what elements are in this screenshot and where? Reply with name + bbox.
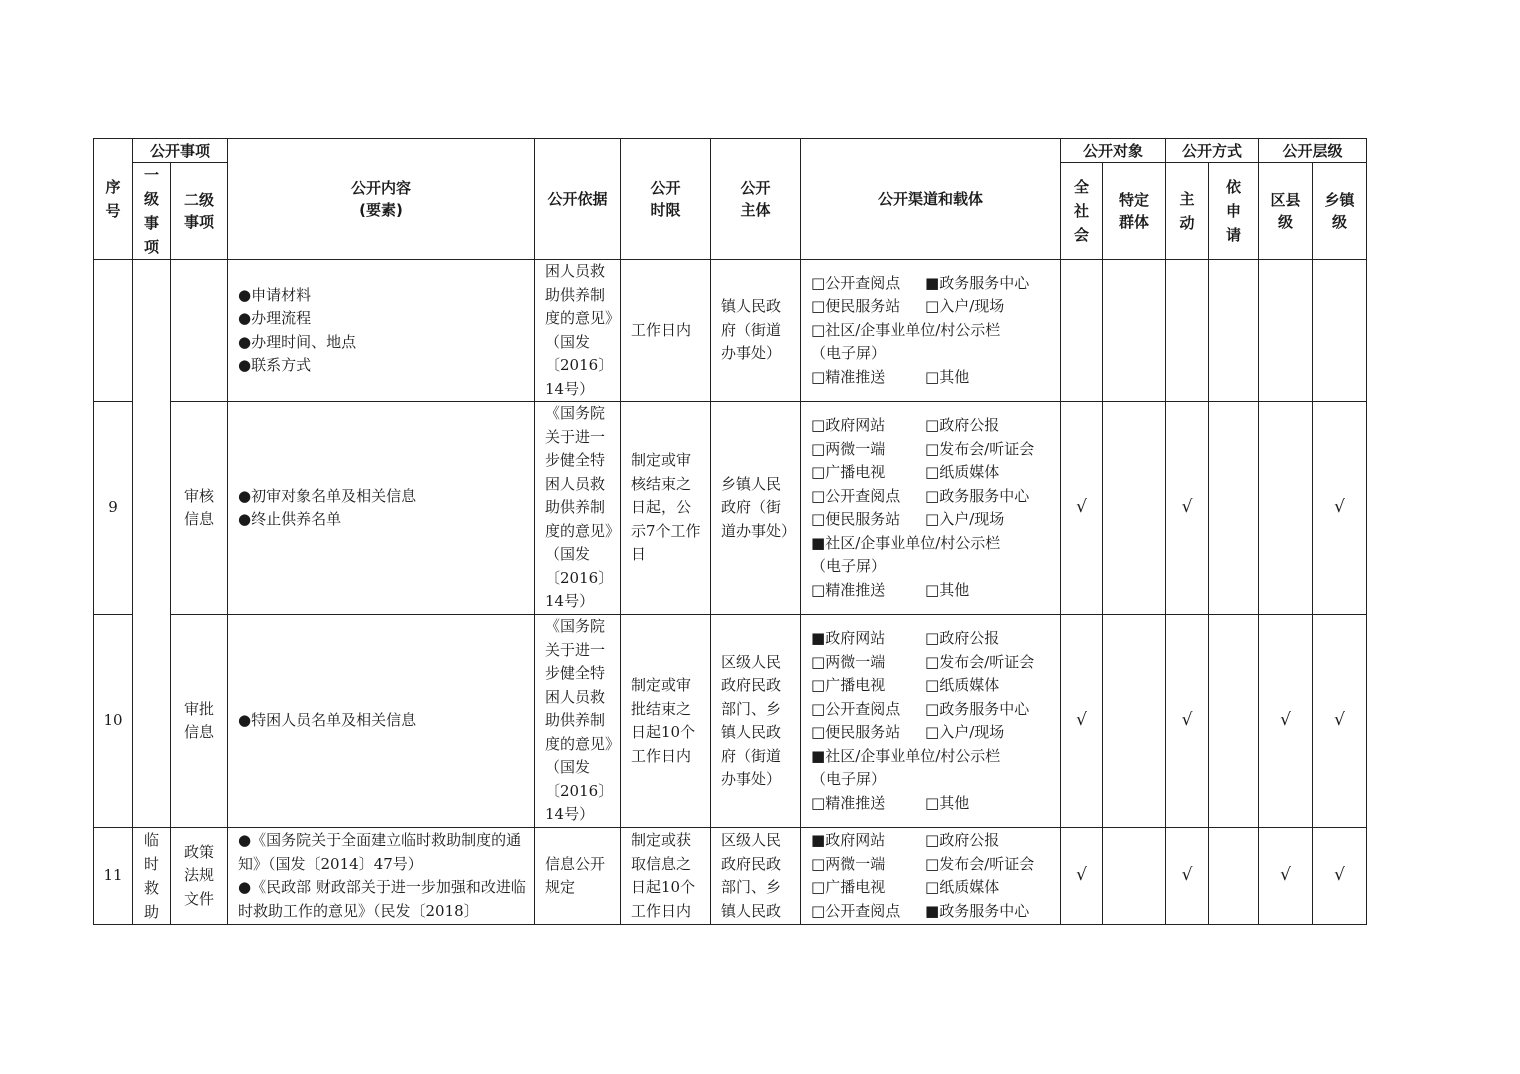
mode-apply-cell — [1209, 615, 1259, 828]
header-mode-active: 主动 — [1166, 163, 1209, 260]
channel-line: □两微一端 □发布会/听证会 — [811, 439, 1035, 458]
seq-cell — [94, 260, 133, 402]
channel-line: □公开查阅点 □政务服务中心 — [811, 486, 1030, 505]
seq-cell: 9 — [94, 402, 133, 615]
header-level2: 二级事项 — [171, 163, 228, 260]
table-row — [94, 402, 1367, 615]
header-mode-group: 公开方式 — [1166, 139, 1259, 163]
channel-line: ■社区/企事业单位/村公示栏 — [811, 746, 1001, 765]
header-seq: 序号 — [94, 139, 133, 260]
mode-apply-cell — [1209, 828, 1259, 925]
level-town-cell: √ — [1313, 402, 1367, 615]
content-cell — [228, 402, 535, 615]
disclosure-table — [93, 138, 1367, 925]
level-town-cell — [1313, 260, 1367, 402]
target-all-cell: √ — [1061, 402, 1103, 615]
header-target-specific: 特定群体 — [1103, 163, 1166, 260]
period-cell: 工作日内 — [621, 260, 711, 402]
channel-cell — [801, 260, 1061, 402]
table-row — [94, 260, 1367, 402]
level1-cell-merged — [133, 260, 171, 828]
mode-apply-cell — [1209, 402, 1259, 615]
level-county-cell — [1259, 402, 1313, 615]
target-specific-cell — [1103, 402, 1166, 615]
content-item: ●联系方式 — [238, 356, 312, 374]
level1-cell: 临时救助 — [133, 828, 171, 925]
level-town-cell: √ — [1313, 615, 1367, 828]
content-item: ●初审对象名单及相关信息 — [238, 486, 417, 505]
channel-line: ■政府网站 □政府公报 — [811, 629, 1000, 647]
basis-cell: 《国务院关于进一步健全特困人员救助供养制度的意见》（国发〔2016〕14号） — [535, 402, 621, 615]
target-specific-cell — [1103, 828, 1166, 925]
channel-line: □广播电视 □纸质媒体 — [811, 463, 1000, 481]
level2-cell — [171, 260, 228, 402]
table-row — [94, 828, 1367, 925]
channel-line: □政府网站 □政府公报 — [811, 416, 1000, 434]
mode-active-cell: √ — [1166, 615, 1209, 828]
header-level-group: 公开层级 — [1259, 139, 1367, 163]
target-specific-cell — [1103, 260, 1166, 402]
target-all-cell: √ — [1061, 615, 1103, 828]
channel-line: □广播电视 □纸质媒体 — [811, 676, 1000, 694]
channel-line: □便民服务站 □入户/现场 — [811, 297, 1005, 316]
basis-cell: 《国务院关于进一步健全特困人员救助供养制度的意见》（国发〔2016〕14号） — [535, 615, 621, 828]
channel-line: □便民服务站 □入户/现场 — [811, 723, 1005, 741]
period-cell: 制定或审批结束之日起10个工作日内 — [621, 615, 711, 828]
channel-line: □精准推送 □其他 — [811, 580, 970, 599]
channel-line: □公开查阅点 □政务服务中心 — [811, 699, 1030, 718]
mode-apply-cell — [1209, 260, 1259, 402]
channel-line: （电子屏） — [811, 344, 887, 363]
content-item: ●《民政部 财政部关于进一步加强和改进临时救助工作的意见》（民发〔2018〕 — [238, 878, 526, 920]
channel-line: □公开查阅点 ■政务服务中心 — [811, 273, 1030, 292]
channel-line: □社区/企事业单位/村公示栏 — [811, 320, 1001, 339]
header-target-all: 全社会 — [1061, 163, 1103, 260]
header-content: 公开内容 (要素) — [228, 139, 535, 260]
content-cell — [228, 615, 535, 828]
content-item: ●《国务院关于全面建立临时救助制度的通知》（国发〔2014〕47号） — [238, 831, 522, 873]
channel-cell — [801, 615, 1061, 828]
channel-line: □公开查阅点 ■政务服务中心 — [811, 901, 1030, 920]
header-level1: 一级事项 — [133, 163, 171, 260]
channel-line: ■社区/企事业单位/村公示栏 — [811, 533, 1001, 552]
header-period: 公开时限 — [621, 139, 711, 260]
level-town-cell: √ — [1313, 828, 1367, 925]
basis-cell: 困人员救助供养制度的意见》（国发〔2016〕14号） — [535, 260, 621, 402]
subject-cell: 区级人民政府民政部门、乡镇人民政府（街道办事处） — [711, 615, 801, 828]
channel-line: □精准推送 □其他 — [811, 793, 970, 812]
content-cell — [228, 260, 535, 402]
target-all-cell: √ — [1061, 828, 1103, 925]
level-county-cell: √ — [1259, 828, 1313, 925]
target-all-cell — [1061, 260, 1103, 402]
period-cell: 制定或审核结束之日起，公示7个工作日 — [621, 402, 711, 615]
channel-line: □精准推送 □其他 — [811, 367, 970, 386]
channel-cell — [801, 828, 1061, 925]
content-item: ●办理时间、地点 — [238, 332, 357, 351]
header-subject: 公开主体 — [711, 139, 801, 260]
content-item: ●办理流程 — [238, 309, 312, 327]
level-county-cell: √ — [1259, 615, 1313, 828]
level2-cell: 审核信息 — [171, 402, 228, 615]
mode-active-cell: √ — [1166, 828, 1209, 925]
header-level-town: 乡镇级 — [1313, 163, 1367, 260]
period-cell: 制定或获取信息之日起10个工作日内 — [621, 828, 711, 925]
subject-cell: 镇人民政府（街道办事处） — [711, 260, 801, 402]
table-row — [94, 615, 1367, 828]
target-specific-cell — [1103, 615, 1166, 828]
level2-cell: 审批信息 — [171, 615, 228, 828]
subject-cell: 乡镇人民政府（街道办事处） — [711, 402, 801, 615]
header-basis: 公开依据 — [535, 139, 621, 260]
channel-line: □两微一端 □发布会/听证会 — [811, 652, 1035, 671]
header-channel: 公开渠道和载体 — [801, 139, 1061, 260]
content-item: ●特困人员名单及相关信息 — [238, 711, 417, 730]
seq-cell: 11 — [94, 828, 133, 925]
channel-cell — [801, 402, 1061, 615]
channel-line: □两微一端 □发布会/听证会 — [811, 854, 1035, 873]
header-mode-apply: 依申请 — [1209, 163, 1259, 260]
content-item: ●终止供养名单 — [238, 510, 342, 528]
channel-line: ■政府网站 □政府公报 — [811, 831, 1000, 849]
channel-line: □广播电视 □纸质媒体 — [811, 878, 1000, 896]
level-county-cell — [1259, 260, 1313, 402]
level2-cell: 政策法规文件 — [171, 828, 228, 925]
seq-cell: 10 — [94, 615, 133, 828]
channel-line: （电子屏） — [811, 770, 887, 788]
content-item: ●申请材料 — [238, 285, 312, 304]
channel-line: （电子屏） — [811, 557, 887, 575]
header-items-group: 公开事项 — [133, 139, 228, 163]
content-cell — [228, 828, 535, 925]
subject-cell: 区级人民政府民政部门、乡镇人民政 — [711, 828, 801, 925]
channel-line: □便民服务站 □入户/现场 — [811, 510, 1005, 528]
header-level-county: 区县级 — [1259, 163, 1313, 260]
header-target-group: 公开对象 — [1061, 139, 1166, 163]
mode-active-cell: √ — [1166, 402, 1209, 615]
mode-active-cell — [1166, 260, 1209, 402]
basis-cell: 信息公开规定 — [535, 828, 621, 925]
